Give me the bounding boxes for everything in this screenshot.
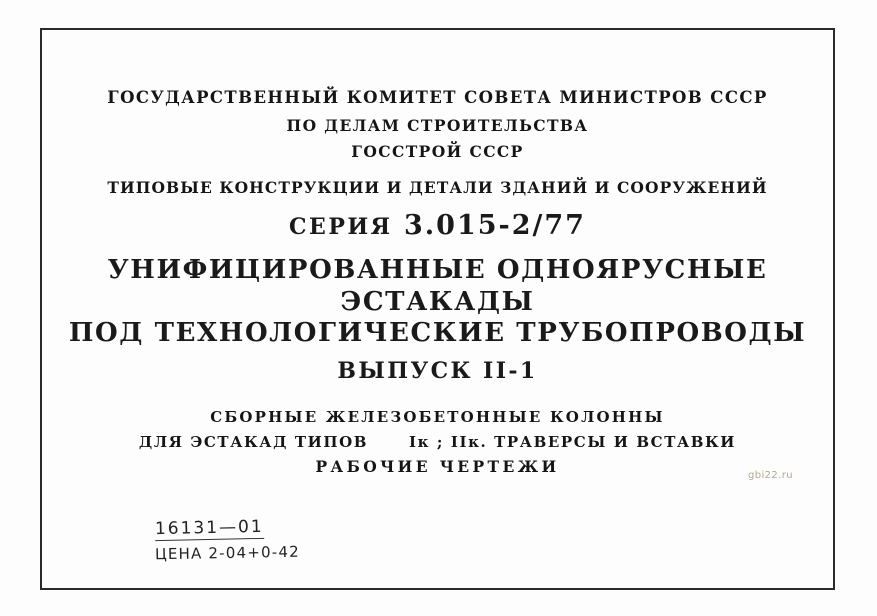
issue-number: II-1 xyxy=(483,358,538,385)
stamp-code: 16131—01 xyxy=(154,516,264,540)
title-line-1: УНИФИЦИРОВАННЫЕ ОДНОЯРУСНЫЕ ЭСТАКАДЫ xyxy=(107,255,768,317)
subtitle-line-1: СБОРНЫЕ ЖЕЛЕЗОБЕТОННЫЕ КОЛОННЫ xyxy=(210,408,665,427)
series-label: СЕРИЯ xyxy=(289,214,393,240)
series-number: 3.015-2/77 xyxy=(403,210,586,241)
handwritten-stamp xyxy=(155,518,300,562)
issue-label: ВЫПУСК xyxy=(337,358,473,385)
organization-line-1: ГОСУДАРСТВЕННЫЙ КОМИТЕТ СОВЕТА МИНИСТРОВ СССР xyxy=(107,88,768,107)
watermark-label: gbi22.ru xyxy=(747,470,793,481)
stamp-price: ЦЕНА 2-04+0-42 xyxy=(154,542,301,564)
category-line: ТИПОВЫЕ КОНСТРУКЦИИ И ДЕТАЛИ ЗДАНИЙ И СООРУЖЕНИЙ xyxy=(107,178,768,197)
subtitle-line-2-part-a: ДЛЯ ЭСТАКАД ТИПОВ xyxy=(138,433,369,452)
subtitle-line-2-part-b: Iк ; IIк. ТРАВЕРСЫ И ВСТАВКИ xyxy=(409,433,737,452)
title-page-content xyxy=(60,40,815,580)
series-line xyxy=(60,210,815,241)
document-title xyxy=(60,255,815,350)
subtitle-line-2 xyxy=(60,433,815,451)
subtitle-line-3: РАБОЧИЕ ЧЕРТЕЖИ xyxy=(315,457,560,477)
organization-line-2: ПО ДЕЛАМ СТРОИТЕЛЬСТВА xyxy=(286,116,589,135)
organization-line-3: ГОССТРОЙ СССР xyxy=(351,142,524,161)
title-line-2: ПОД ТЕХНОЛОГИЧЕСКИЕ ТРУБОПРОВОДЫ xyxy=(68,318,807,349)
issue-line xyxy=(60,358,815,384)
